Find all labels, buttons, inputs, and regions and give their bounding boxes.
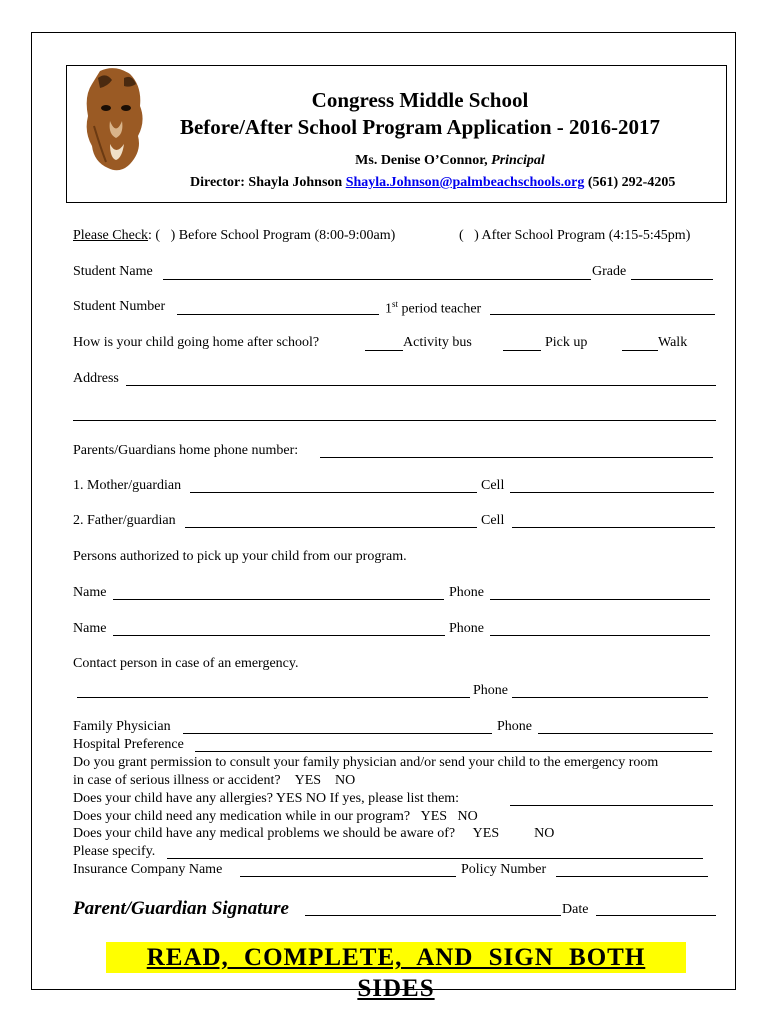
- mother-cell-field[interactable]: [510, 492, 714, 493]
- student-number-field[interactable]: [177, 314, 379, 315]
- policy-number-field[interactable]: [556, 876, 708, 877]
- authorized-persons-label: Persons authorized to pick up your child from our program.: [73, 549, 407, 564]
- before-check-open[interactable]: (: [155, 228, 161, 243]
- address-field-line2[interactable]: [73, 420, 716, 421]
- hospital-label: Hospital Preference: [73, 737, 184, 752]
- read-complete-sign-banner: READ, COMPLETE, AND SIGN BOTH SIDES: [106, 942, 686, 973]
- authorized-phone-1-field[interactable]: [490, 599, 710, 600]
- address-label: Address: [73, 371, 119, 386]
- medication-no[interactable]: NO: [457, 809, 478, 824]
- teacher-field[interactable]: [490, 314, 715, 315]
- signature-field[interactable]: [305, 915, 561, 916]
- emergency-phone-field[interactable]: [512, 697, 708, 698]
- activity-bus-blank[interactable]: [365, 350, 403, 351]
- authorized-name-2-label: Name: [73, 621, 107, 636]
- mother-cell-label: Cell: [481, 478, 505, 493]
- medical-yes[interactable]: YES: [472, 826, 500, 841]
- permission-line-2: in case of serious illness or accident? YES NO: [73, 773, 356, 788]
- mother-field[interactable]: [190, 492, 477, 493]
- specify-label: Please specify.: [73, 844, 156, 859]
- signature-label: Parent/Guardian Signature: [73, 898, 289, 919]
- mother-label: 1. Mother/guardian: [73, 478, 182, 493]
- father-label: 2. Father/guardian: [73, 513, 176, 528]
- student-name-label: Student Name: [73, 264, 153, 279]
- program-title: Before/After School Program Application - 2016-2017: [179, 115, 661, 139]
- permission-line-1: Do you grant permission to consult your family physician and/or send your child to the emergency room: [73, 755, 659, 770]
- father-field[interactable]: [185, 527, 477, 528]
- student-name-field[interactable]: [163, 279, 591, 280]
- school-name: Congress Middle School: [311, 88, 529, 112]
- address-field-line1[interactable]: [126, 385, 716, 386]
- medical-problems-row: Does your child have any medical problems we should be aware of? YES NO: [73, 826, 555, 841]
- going-home-label: How is your child going home after school?: [73, 335, 320, 350]
- physician-phone-label: Phone: [497, 719, 532, 734]
- before-school-option[interactable]: ) Before School Program (8:00-9:00am): [170, 228, 396, 243]
- director-line: [190, 175, 675, 191]
- authorized-name-1-field[interactable]: [113, 599, 444, 600]
- hospital-field[interactable]: [195, 751, 712, 752]
- principal-name: Ms. Denise O’Connor,: [355, 153, 488, 168]
- insurance-field[interactable]: [240, 876, 456, 877]
- medical-no[interactable]: NO: [534, 826, 555, 841]
- physician-label: Family Physician: [73, 719, 171, 734]
- activity-bus-label: Activity bus: [403, 335, 472, 350]
- policy-number-label: Policy Number: [461, 862, 547, 877]
- medication-row: Does your child need any medication while in our program? YES NO: [73, 809, 478, 824]
- allergies-label: Does your child have any allergies? YES NO If yes, please list them:: [73, 791, 460, 806]
- permission-no[interactable]: NO: [335, 773, 356, 788]
- principal-title: Principal: [491, 153, 545, 168]
- after-program-check: [459, 228, 690, 244]
- authorized-name-2-field[interactable]: [113, 635, 445, 636]
- student-number-label: Student Number: [73, 299, 166, 314]
- walk-label: Walk: [658, 335, 688, 350]
- grade-label: Grade: [592, 264, 627, 279]
- emergency-contact-label: Contact person in case of an emergency.: [73, 656, 299, 671]
- authorized-phone-1-label: Phone: [449, 585, 484, 600]
- home-phone-label: Parents/Guardians home phone number:: [73, 443, 299, 458]
- grade-field[interactable]: [631, 279, 713, 280]
- director-label: Director: Shayla Johnson: [190, 175, 343, 190]
- physician-field[interactable]: [183, 733, 492, 734]
- home-phone-field[interactable]: [320, 457, 713, 458]
- permission-yes[interactable]: YES: [294, 773, 322, 788]
- program-check-row: Please Check: ( ) Before School Program (8:00-9:00am): [73, 228, 396, 243]
- principal-line: [110, 153, 770, 169]
- pick-up-blank[interactable]: [503, 350, 541, 351]
- medication-yes[interactable]: YES: [420, 809, 448, 824]
- date-label: Date: [562, 902, 589, 917]
- physician-phone-field[interactable]: [538, 733, 713, 734]
- after-school-option[interactable]: ) After School Program (4:15-5:45pm): [474, 228, 691, 243]
- please-check-label: Please Check: [73, 228, 149, 243]
- walk-blank[interactable]: [622, 350, 658, 351]
- authorized-phone-2-label: Phone: [449, 621, 484, 636]
- authorized-name-1-label: Name: [73, 585, 107, 600]
- director-email-link[interactable]: Shayla.Johnson@palmbeachschools.org: [345, 175, 585, 190]
- allergies-field[interactable]: [510, 805, 713, 806]
- director-phone: (561) 292-4205: [587, 175, 676, 190]
- insurance-label: Insurance Company Name: [73, 862, 223, 877]
- pick-up-label: Pick up: [545, 335, 588, 350]
- father-cell-field[interactable]: [512, 527, 715, 528]
- specify-field[interactable]: [167, 858, 703, 859]
- father-cell-label: Cell: [481, 513, 505, 528]
- first-period-teacher-label: 1st period teacher: [385, 299, 482, 317]
- emergency-contact-field[interactable]: [77, 697, 470, 698]
- authorized-phone-2-field[interactable]: [490, 635, 710, 636]
- after-check-open[interactable]: (: [459, 228, 464, 243]
- date-field[interactable]: [596, 915, 716, 916]
- emergency-phone-label: Phone: [473, 683, 508, 698]
